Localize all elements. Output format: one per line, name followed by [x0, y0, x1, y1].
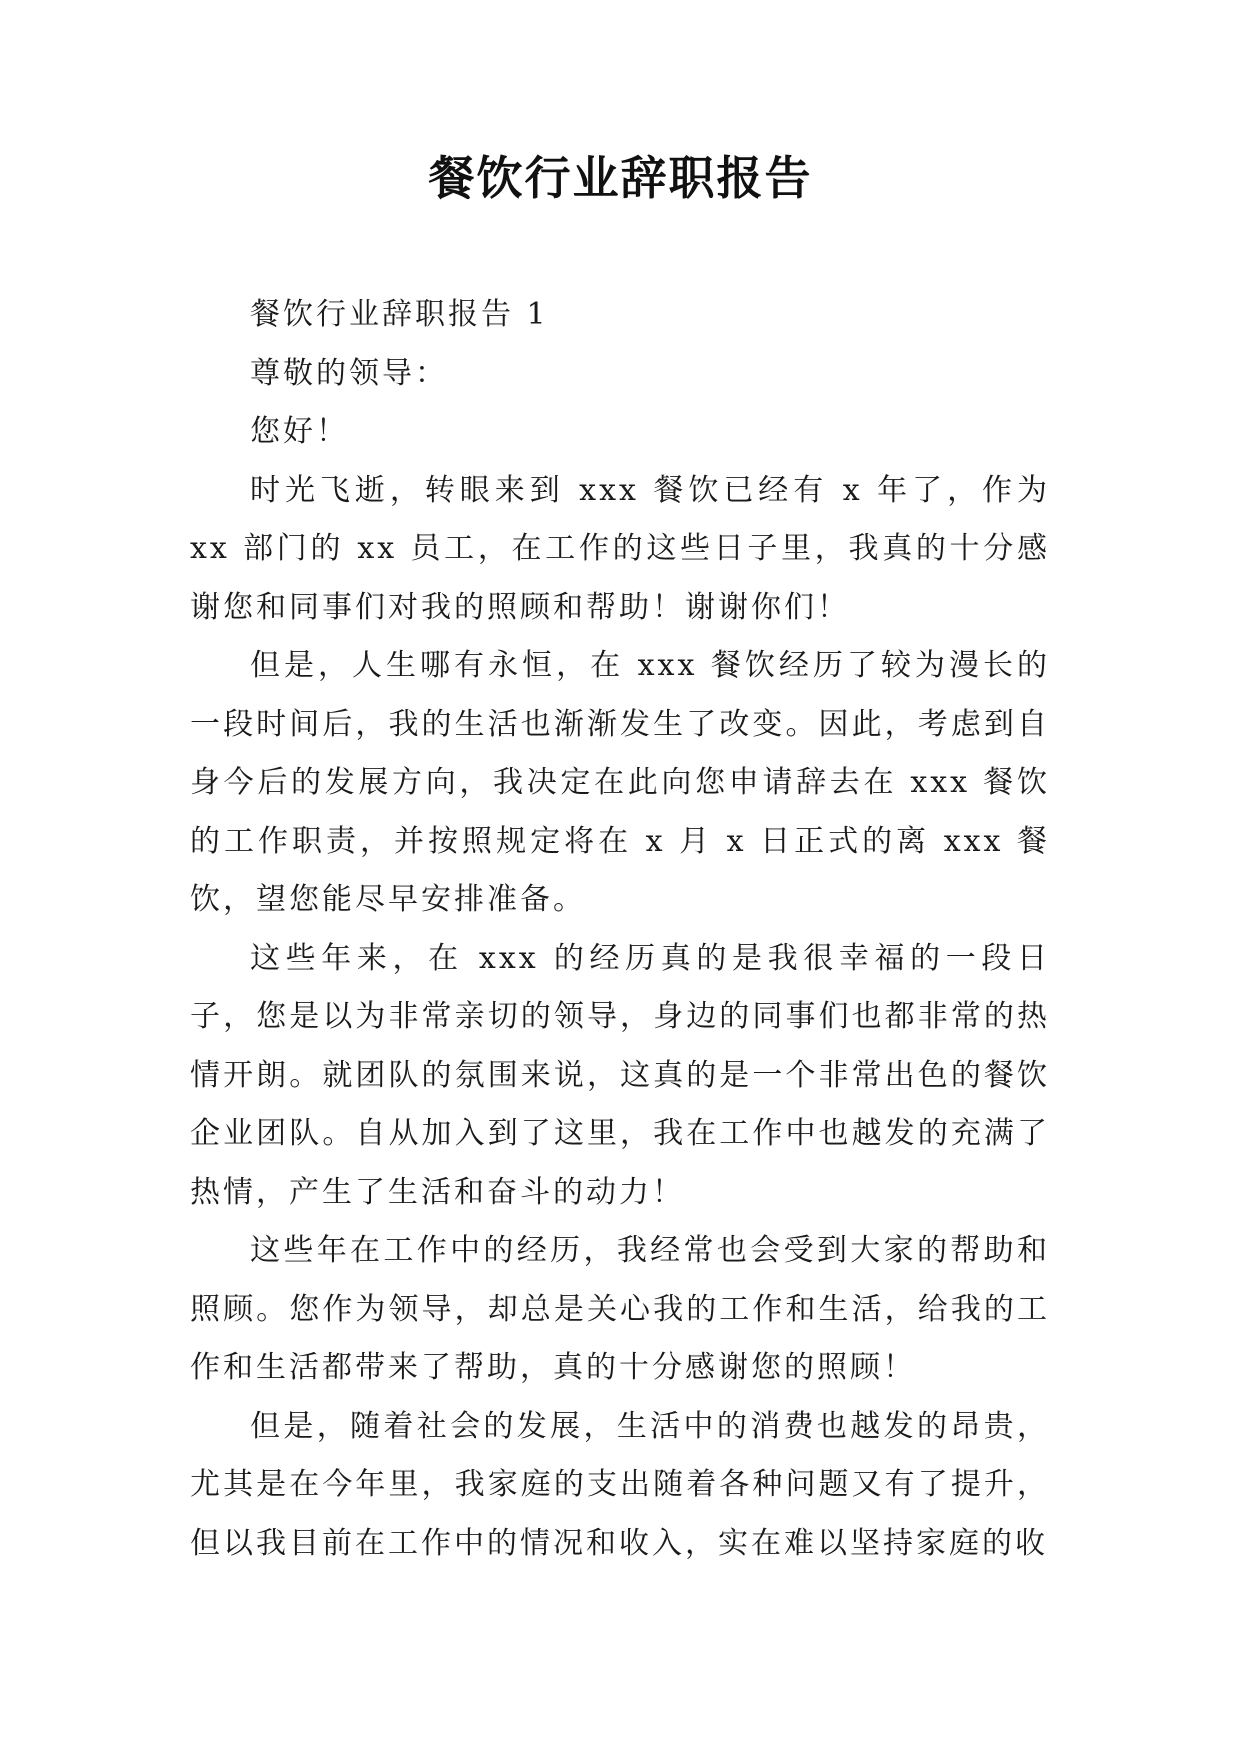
- greeting-paragraph: 您好！: [250, 414, 349, 449]
- body-paragraph: 这些年来，在 xxx 的经历真的是我很幸福的一段日子，您是以为非常亲切的领导，身边的同事们也都非常的热情开朗。就团队的氛围来说，这真的是一个非常出色的餐饮企业团队。自从加入到了这里，我在工作中也越发的充满了热情，产生了生活和奋斗的动力！: [190, 940, 1050, 1210]
- document-body: [190, 286, 1050, 1573]
- body-paragraph: 但是，随着社会的发展，生活中的消费也越发的昂贵，尤其是在今年里，我家庭的支出随着各种问题又有了提升，但以我目前在工作中的情况和收入，实在难以坚持家庭的收: [190, 1408, 1050, 1561]
- salutation-paragraph: 尊敬的领导：: [250, 355, 448, 391]
- report-heading-paragraph: 餐饮行业辞职报告 1: [250, 297, 549, 332]
- body-paragraph: 这些年在工作中的经历，我经常也会受到大家的帮助和照顾。您作为领导，却总是关心我的工作和生活，给我的工作和生活都带来了帮助，真的十分感谢您的照顾！: [190, 1233, 1050, 1385]
- document-title: 餐饮行业辞职报告: [428, 151, 813, 205]
- body-paragraph: 时光飞逝，转眼来到 xxx 餐饮已经有 x 年了，作为 xx 部门的 xx 员工，在工作的这些日子里，我真的十分感谢您和同事们对我的照顾和帮助！谢谢你们！: [190, 472, 1050, 625]
- body-paragraph: 但是，人生哪有永恒，在 xxx 餐饮经历了较为漫长的一段时间后，我的生活也渐渐发生了改变。因此，考虑到自身今后的发展方向，我决定在此向您申请辞去在 xxx 餐饮的工作职责，并按照规定将在 x 月 x 日正式的离 xxx 餐饮，望您能尽早安排准备。: [190, 648, 1050, 917]
